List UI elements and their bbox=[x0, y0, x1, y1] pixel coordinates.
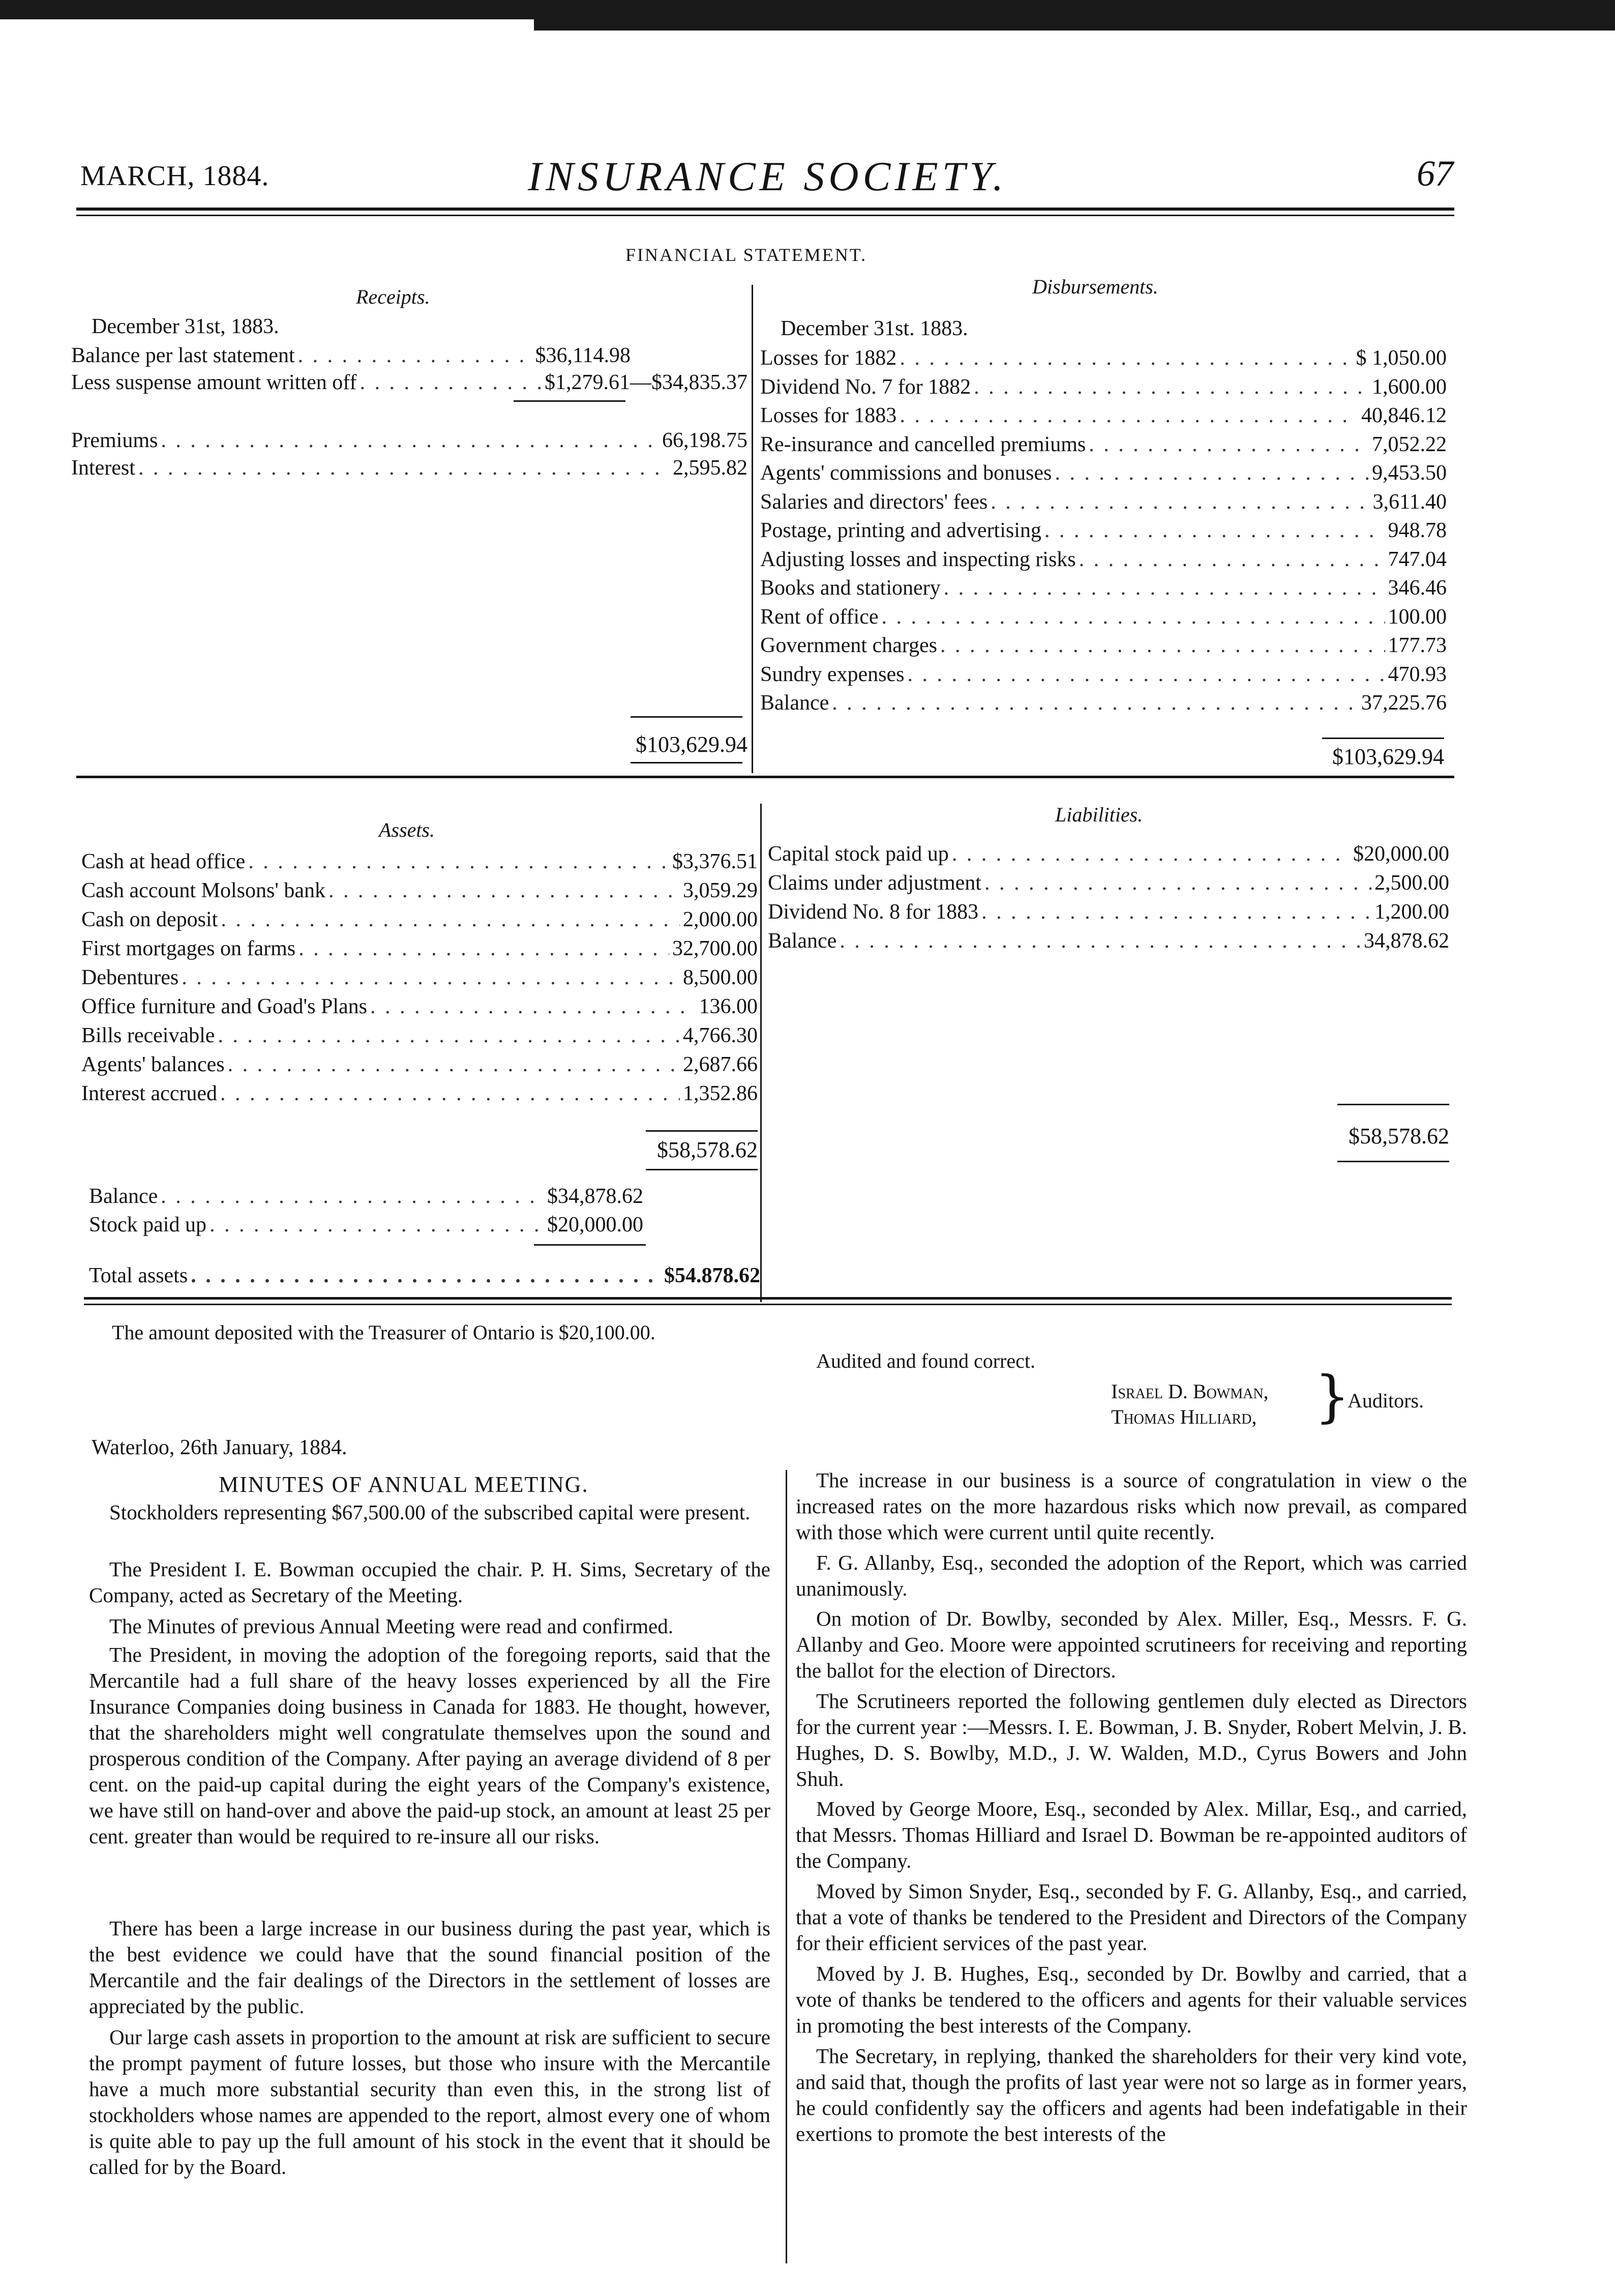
asset-row bbox=[81, 965, 758, 990]
minutes-paragraph: The increase in our business is a source of congratulation in view o the increased rates on the more hazardous risks which now prevail, as compared with those which were current until quite recently. bbox=[796, 1468, 1467, 1544]
asset-row bbox=[81, 1081, 758, 1106]
minutes-paragraph: There has been a large increase in our business during the past year, which is the best evidence we could have that the sound financial position of the Mercantile and the fair dealings of the Directors in the settlement of losses are appreciated by the public. bbox=[89, 1917, 770, 2018]
assets-summary-balance-row: Balance . . . $34,878.62 bbox=[89, 1184, 643, 1209]
leader-dots bbox=[228, 1052, 680, 1077]
disbursement-row bbox=[760, 605, 1447, 629]
auditors-label: Auditors. bbox=[1348, 1389, 1424, 1412]
disbursement-row-label: Government charges bbox=[760, 634, 937, 657]
liability-row bbox=[768, 871, 1449, 895]
liability-row-amount: $20,000.00 bbox=[1353, 842, 1449, 866]
auditors-brace: } bbox=[1314, 1364, 1350, 1429]
leader-dots bbox=[220, 1081, 680, 1106]
liability-row-amount: 34,878.62 bbox=[1364, 929, 1449, 953]
disbursement-row bbox=[760, 490, 1447, 514]
minutes-paragraph: Moved by Simon Snyder, Esq., seconded by F. G. Allanby, Esq., and carried, that a vote of thanks be tendered to the President and Directors of the Company for their efficient services of the past year. bbox=[796, 1879, 1467, 1955]
assets-total-underline bbox=[646, 1169, 758, 1170]
liability-row bbox=[768, 929, 1449, 953]
asset-row-label: Interest accrued bbox=[81, 1082, 217, 1105]
leader-dots bbox=[1089, 432, 1369, 457]
leader-dots bbox=[981, 900, 1371, 924]
asset-row bbox=[81, 878, 758, 903]
total-assets-row: Total assets . . . $54.878.62 bbox=[89, 1263, 760, 1288]
asset-row bbox=[81, 1052, 758, 1077]
disbursement-row bbox=[760, 576, 1447, 600]
disbursement-row-label: Adjusting losses and inspecting risks bbox=[760, 547, 1076, 571]
asset-row bbox=[81, 907, 758, 932]
asset-row-amount: 1,352.86 bbox=[683, 1082, 758, 1105]
audit-note: Audited and found correct. bbox=[816, 1349, 1035, 1372]
liability-row-amount: 2,500.00 bbox=[1374, 871, 1449, 895]
liabilities-heading: Liabilities. bbox=[1055, 803, 1143, 826]
disbursement-row-amount: 470.93 bbox=[1388, 662, 1447, 686]
auditor-bowman: Israel D. Bowman, bbox=[1111, 1380, 1269, 1403]
leader-dots bbox=[370, 994, 696, 1019]
disbursement-row-amount: 9,453.50 bbox=[1372, 461, 1447, 485]
disbursement-row-amount: 346.46 bbox=[1388, 576, 1447, 600]
leader-dots bbox=[991, 490, 1369, 514]
disbursement-row-label: Balance bbox=[760, 691, 829, 715]
disbursement-row-amount: 177.73 bbox=[1388, 634, 1447, 657]
asset-row-amount: 32,700.00 bbox=[672, 937, 758, 960]
disbursement-row-amount: 100.00 bbox=[1388, 605, 1447, 629]
minutes-paragraph: The Secretary, in replying, thanked the shareholders for their very kind vote, and said that, though the profits of last year were not so large as in former years, he could confidently say the officers and agents had been indefatigable in their exertions to promote the best interests of the bbox=[796, 2044, 1467, 2145]
disbursement-row-label: Re-insurance and cancelled premiums bbox=[760, 432, 1086, 456]
asset-row-label: Cash account Molsons' bank bbox=[81, 879, 326, 902]
leader-dots bbox=[832, 691, 1358, 715]
receipts-subtotal-rule bbox=[514, 400, 625, 402]
leader-dots bbox=[182, 965, 680, 990]
minutes-paragraph: The Minutes of previous Annual Meeting were read and confirmed. bbox=[109, 1614, 673, 1638]
minutes-paragraph: Moved by George Moore, Esq., seconded by Alex. Millar, Esq., and carried, that Messrs. Thomas Hilliard and Israel D. Bowman be re-appointed auditors of the Company. bbox=[796, 1797, 1467, 1872]
disbursement-row-label: Salaries and directors' fees bbox=[760, 490, 988, 514]
leader-dots bbox=[218, 1023, 680, 1048]
statement-section-rule bbox=[76, 776, 1454, 778]
liabilities-total: $58,578.62 bbox=[1349, 1124, 1449, 1149]
minutes-paragraph: On motion of Dr. Bowlby, seconded by Alex. Miller, Esq., Messrs. F. G. Allanby and Geo. Moore were appointed scrutineers for receiving and reporting the ballot for the election of Directors. bbox=[796, 1607, 1467, 1682]
leader-dots bbox=[221, 907, 680, 932]
disbursements-total-rule bbox=[1322, 738, 1444, 739]
disbursement-row bbox=[760, 461, 1447, 485]
asset-row-label: Office furniture and Goad's Plans bbox=[81, 995, 367, 1018]
asset-row-label: Cash at head office bbox=[81, 850, 246, 873]
disbursement-row-amount: $ 1,050.00 bbox=[1356, 346, 1447, 370]
asset-row-label: Agents' balances bbox=[81, 1053, 225, 1076]
disbursement-row-amount: 40,846.12 bbox=[1361, 404, 1447, 427]
receipts-total-underline bbox=[631, 762, 742, 763]
liability-row bbox=[768, 900, 1449, 924]
receipts-balance-row: Balance per last statement . . . $36,114.98 bbox=[71, 343, 631, 368]
disbursement-row-label: Postage, printing and advertising bbox=[760, 519, 1041, 542]
minutes-paragraph: The Scrutineers reported the following gentlemen duly elected as Directors for the current year :—Messrs. I. E. Bowman, J. B. Snyder, Robert Melvin, J. B. Hughes, D. S. Bowlby, M.D., J. W. Walden, M.D., Cyrus Bowers and John Shuh. bbox=[796, 1689, 1467, 1790]
assets-summary-rule bbox=[534, 1244, 646, 1246]
liability-row-label: Claims under adjustment bbox=[768, 871, 981, 895]
asset-row-label: Debentures bbox=[81, 966, 179, 989]
disbursement-row-label: Books and stationery bbox=[760, 576, 941, 600]
disbursement-row-amount: 7,052.22 bbox=[1372, 432, 1447, 456]
leader-dots bbox=[840, 929, 1361, 953]
balance-column-divider bbox=[760, 804, 762, 1302]
leader-dots bbox=[974, 375, 1369, 399]
receipts-premiums-row: Premiums . . . 66,198.75 bbox=[71, 428, 747, 453]
disbursement-row-amount: 3,611.40 bbox=[1372, 490, 1447, 514]
minutes-paragraph: The President I. E. Bowman occupied the chair. P. H. Sims, Secretary of the Company, acted as Secretary of the Meeting. bbox=[89, 1557, 770, 1607]
minutes-column-divider bbox=[786, 1470, 787, 2263]
leader-dots bbox=[944, 576, 1385, 600]
disbursement-row bbox=[760, 662, 1447, 687]
running-header bbox=[80, 153, 1453, 203]
asset-row-amount: $3,376.51 bbox=[672, 850, 758, 873]
asset-row-amount: 2,687.66 bbox=[683, 1053, 758, 1076]
asset-row bbox=[81, 849, 758, 874]
disbursement-row-label: Rent of office bbox=[760, 605, 879, 629]
disbursements-heading: Disbursements. bbox=[1032, 275, 1158, 298]
leader-dots bbox=[984, 871, 1371, 895]
liability-row-label: Dividend No. 8 for 1883 bbox=[768, 900, 979, 924]
leader-dots bbox=[952, 842, 1350, 866]
page-number: 67 bbox=[1417, 153, 1453, 194]
liability-row bbox=[768, 842, 1449, 866]
leader-dots bbox=[900, 403, 1358, 428]
leader-dots bbox=[298, 936, 669, 961]
disbursement-row-amount: 1,600.00 bbox=[1372, 375, 1447, 399]
liabilities-total-underline bbox=[1337, 1161, 1449, 1162]
disbursement-row bbox=[760, 547, 1447, 572]
liabilities-total-rule bbox=[1337, 1104, 1449, 1105]
assets-total-rule bbox=[646, 1130, 758, 1132]
journal-title: INSURANCE SOCIETY. bbox=[528, 153, 1007, 199]
disbursement-row-label: Agents' commissions and bonuses bbox=[760, 461, 1052, 485]
asset-row-amount: 3,059.29 bbox=[683, 879, 758, 902]
auditor-hilliard: Thomas Hilliard, bbox=[1111, 1405, 1257, 1428]
receipts-heading: Receipts. bbox=[356, 285, 430, 308]
place-date: Waterloo, 26th January, 1884. bbox=[92, 1436, 347, 1459]
asset-row-label: First mortgages on farms bbox=[81, 937, 296, 960]
disbursement-row-amount: 747.04 bbox=[1388, 547, 1447, 571]
minutes-paragraph: The President, in moving the adoption of the foregoing reports, said that the Mercantile had a full share of the heavy losses experienced by all the Fire Insurance Companies doing business in Canada for 1883. He thought, however, that the shareholders might well congratulate themselves upon the sound and prosperous condition of the Company. After paying an average dividend of 8 per cent. on the paid-up capital during the eight years of the Company's existence, we have still on hand-over and above the paid-up stock, an amount at least 25 per cent. greater than would be required to re-insure all our risks. bbox=[89, 1643, 770, 1848]
issue-date: MARCH, 1884. bbox=[80, 160, 270, 192]
assets-total: $58,578.62 bbox=[657, 1137, 758, 1162]
disbursement-row bbox=[760, 633, 1447, 658]
leader-dots bbox=[1044, 518, 1385, 543]
leader-dots bbox=[900, 346, 1353, 370]
leader-dots bbox=[248, 849, 669, 874]
receipts-interest-row: Interest . . . 2,595.82 bbox=[71, 456, 747, 480]
disbursements-total: $103,629.94 bbox=[1332, 744, 1444, 769]
liability-row-amount: 1,200.00 bbox=[1374, 900, 1449, 924]
leader-dots bbox=[1079, 547, 1385, 572]
disbursement-row-label: Dividend No. 7 for 1882 bbox=[760, 375, 971, 399]
disbursement-row-amount: 948.78 bbox=[1388, 519, 1447, 542]
liability-row-label: Balance bbox=[768, 929, 837, 953]
scan-edge-shadow-2 bbox=[534, 19, 1615, 31]
disbursement-row bbox=[760, 403, 1447, 428]
disbursement-row bbox=[760, 375, 1447, 399]
statement-column-divider bbox=[752, 285, 753, 773]
disbursement-row-label: Losses for 1883 bbox=[760, 404, 897, 427]
disbursement-row bbox=[760, 432, 1447, 457]
disbursement-row bbox=[760, 346, 1447, 370]
asset-row-amount: 2,000.00 bbox=[683, 908, 758, 931]
minutes-paragraph: F. G. Allanby, Esq., seconded the adoption of the Report, which was carried unanimously. bbox=[796, 1551, 1467, 1600]
header-rule-thick bbox=[76, 208, 1454, 211]
receipts-date: December 31st, 1883. bbox=[92, 315, 279, 338]
leader-dots bbox=[940, 633, 1385, 658]
disbursement-row-amount: 37,225.76 bbox=[1361, 691, 1447, 715]
leader-dots bbox=[1055, 461, 1369, 485]
minutes-paragraph: Our large cash assets in proportion to the amount at risk are sufficient to secure the prompt payment of future losses, but those who insure with the Mercantile have a much more substantial security than even this, in the strong list of stockholders whose names are appended to the report, almost every one of whom is quite able to pay up the full amount of his stock in the event that it should be called for by the Board. bbox=[89, 2025, 770, 2179]
disbursements-date: December 31st. 1883. bbox=[781, 317, 968, 340]
disbursement-row-label: Losses for 1882 bbox=[760, 346, 897, 370]
disbursement-row-label: Sundry expenses bbox=[760, 662, 905, 686]
disbursement-row bbox=[760, 691, 1447, 715]
minutes-paragraph: Stockholders representing $67,500.00 of the subscribed capital were present. bbox=[109, 1500, 751, 1524]
statement-end-rule-thick bbox=[84, 1297, 1452, 1300]
leader-dots bbox=[881, 605, 1385, 629]
deposit-note: The amount deposited with the Treasurer of Ontario is $20,100.00. bbox=[112, 1321, 655, 1344]
asset-row bbox=[81, 1023, 758, 1048]
header-rule-thin bbox=[76, 215, 1454, 216]
asset-row-amount: 4,766.30 bbox=[683, 1024, 758, 1047]
asset-row bbox=[81, 994, 758, 1019]
minutes-paragraph: Moved by J. B. Hughes, Esq., seconded by Dr. Bowlby and carried, that a vote of thanks be tendered to the officers and agents for their valuable services in promoting the best interests of the Company. bbox=[796, 1962, 1467, 2037]
financial-statement-caption: FINANCIAL STATEMENT. bbox=[625, 245, 868, 265]
scan-edge-shadow bbox=[0, 0, 1615, 19]
asset-row bbox=[81, 936, 758, 961]
assets-summary-stock-row: Stock paid up . . . $20,000.00 bbox=[89, 1213, 643, 1237]
minutes-heading: MINUTES OF ANNUAL MEETING. bbox=[219, 1472, 589, 1497]
receipts-suspense-row: Less suspense amount written off . . . $1,279.61—$34,835.37 bbox=[71, 370, 747, 395]
asset-row-label: Bills receivable bbox=[81, 1024, 215, 1047]
statement-end-rule-thin bbox=[84, 1304, 1452, 1305]
leader-dots bbox=[907, 662, 1385, 687]
disbursement-row bbox=[760, 518, 1447, 543]
asset-row-amount: 136.00 bbox=[699, 995, 758, 1018]
receipts-total: $103,629.94 bbox=[636, 732, 747, 757]
asset-row-amount: 8,500.00 bbox=[683, 966, 758, 989]
leader-dots bbox=[328, 878, 680, 903]
liability-row-label: Capital stock paid up bbox=[768, 842, 949, 866]
assets-heading: Assets. bbox=[379, 818, 435, 841]
receipts-total-rule bbox=[631, 716, 742, 718]
asset-row-label: Cash on deposit bbox=[81, 908, 218, 931]
